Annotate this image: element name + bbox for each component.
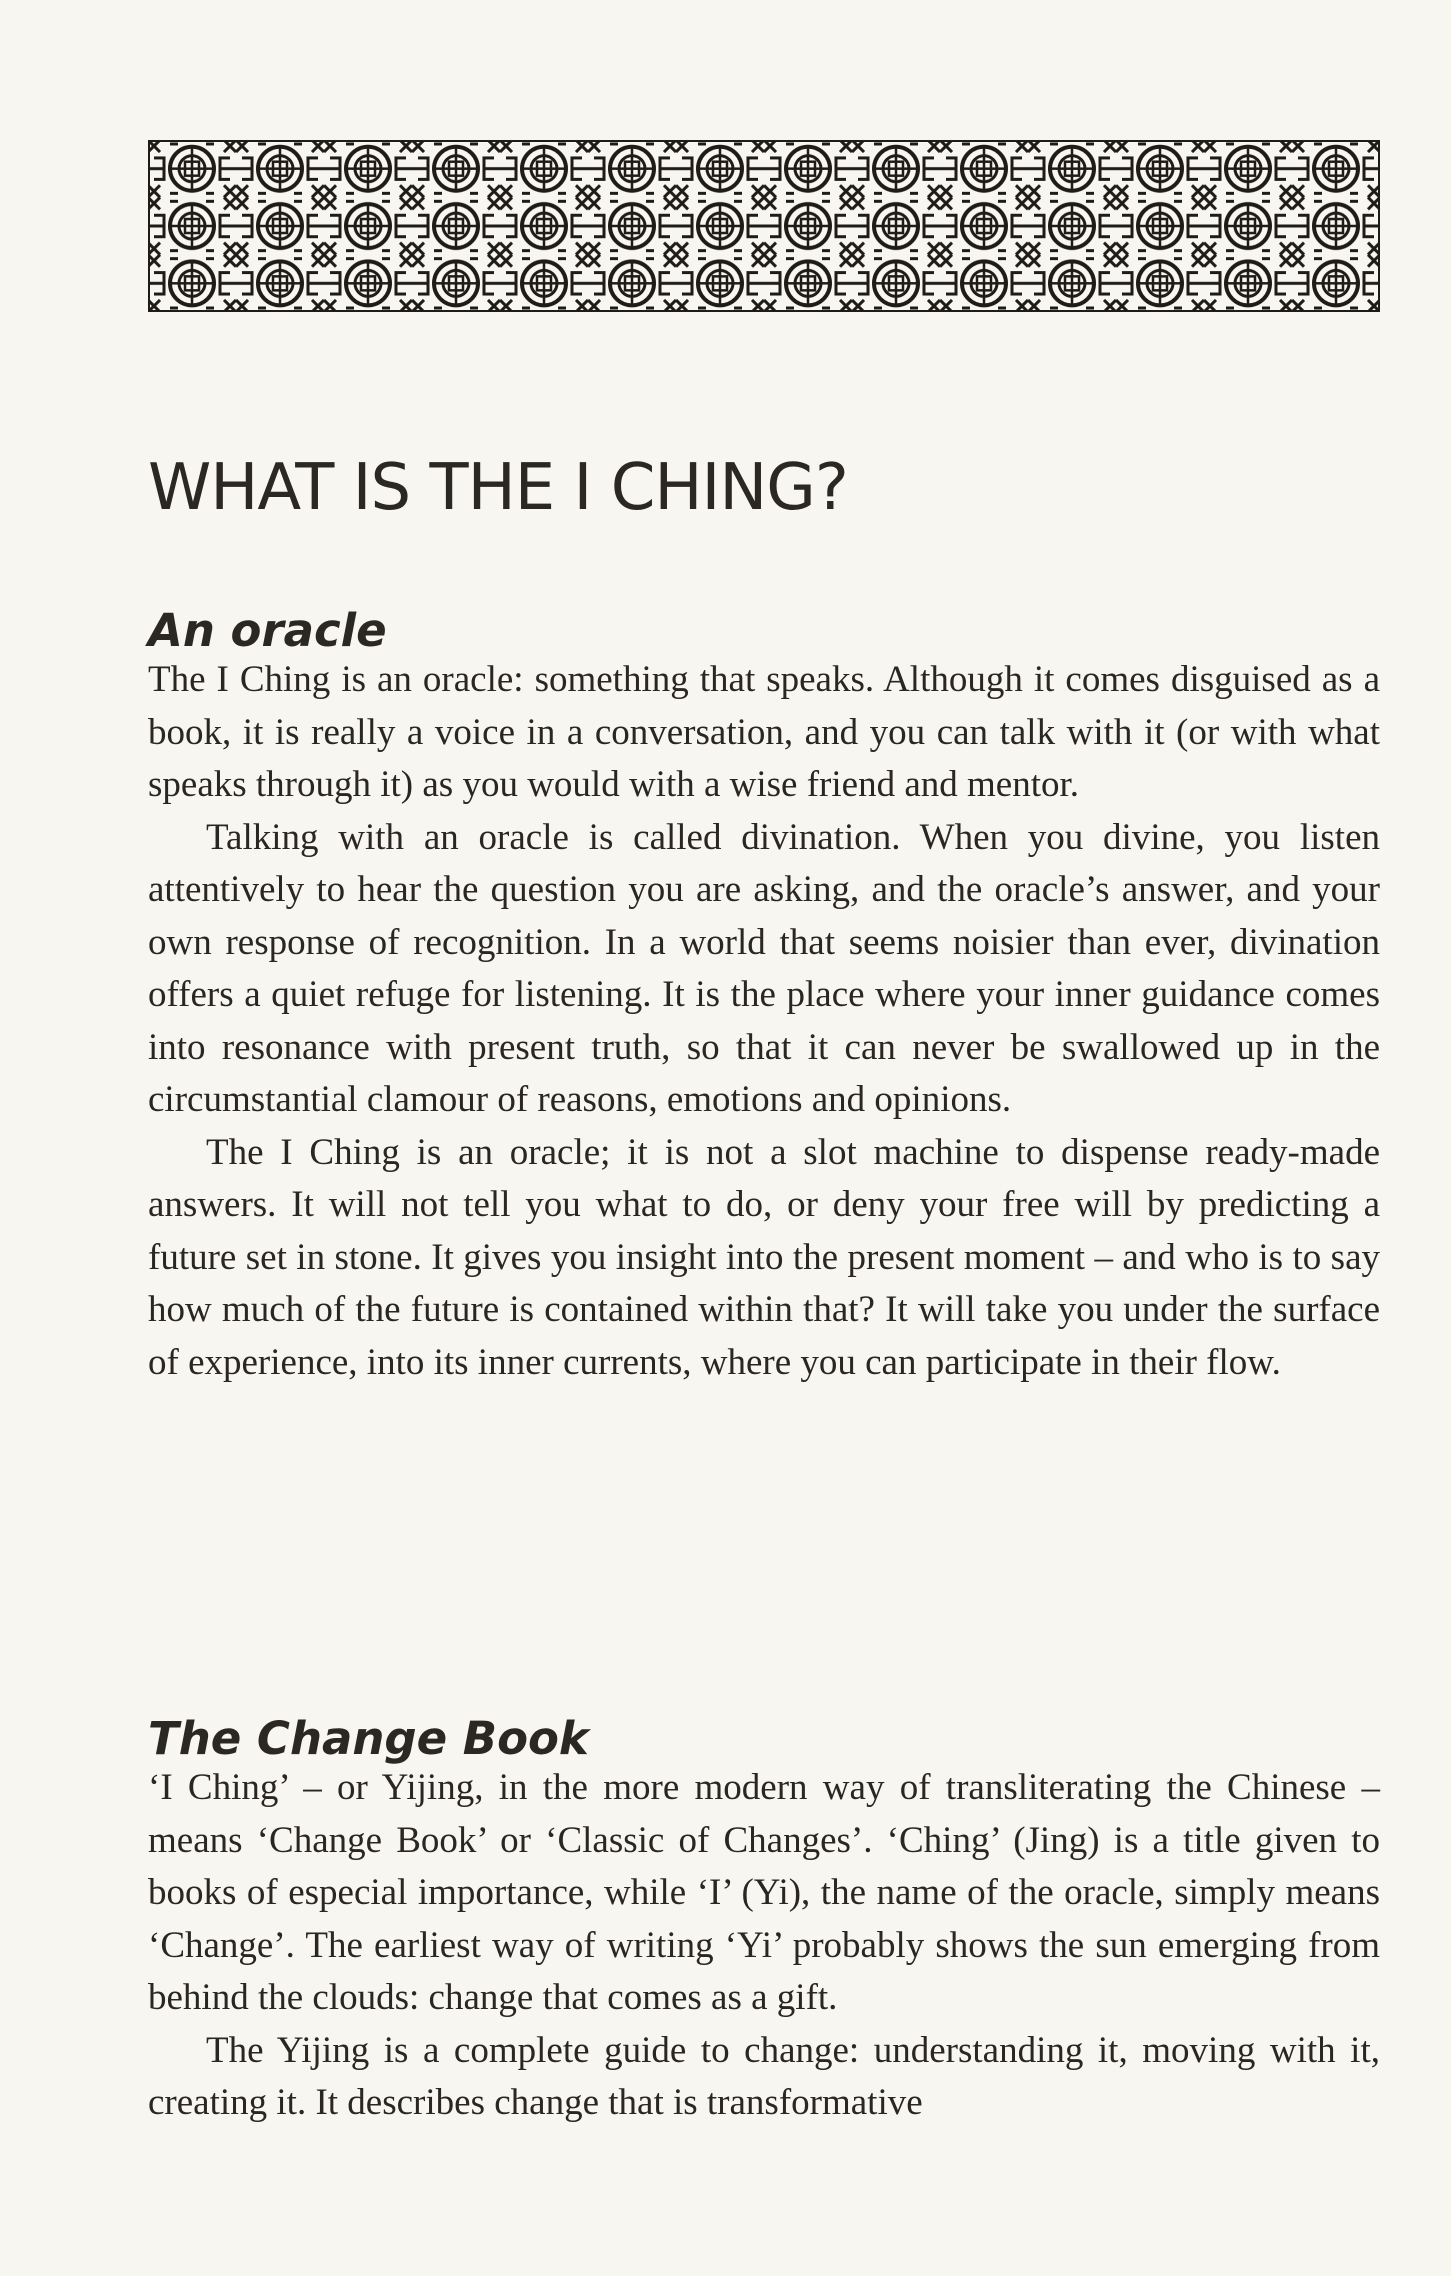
decorative-lattice-banner [148, 140, 1380, 312]
chapter-title: WHAT IS THE I CHING? [148, 451, 848, 525]
paragraph: The Yijing is a complete guide to change: understanding it, moving with it, creating it. It describes change that is transformative [148, 2029, 1380, 2123]
paragraph: ‘I Ching’ – or Yijing, in the more modern way of transliterating the Chinese – means ‘Change Book’ or ‘Classic of Changes’. ‘Ching’ (Jing) is a title given to books of especial importance, while ‘I’ (Yi), the name of the oracle, simply means ‘Change’. The earliest way of writing ‘Yi’ probably shows the sun emerging from behind the clouds: change that comes as a gift. [148, 1767, 1380, 2018]
section-heading-the-change-book: The Change Book [148, 1712, 589, 1765]
section-heading-an-oracle: An oracle [148, 604, 387, 657]
paragraph: The I Ching is an oracle; it is not a slot machine to dispense ready-made answers. It will not tell you what to do, or deny your free will by predicting a future set in stone. It gives you insight into the present moment – and who is to say how much of the future is contained within that? It will take you under the surface of experience, into its inner currents, where you can participate in their flow. [148, 1131, 1380, 1383]
paragraph: The I Ching is an oracle: something that speaks. Although it comes disguised as a book, it is really a voice in a conversation, and you can talk with it (or with what speaks through it) as you would with a wise friend and mentor. [148, 659, 1380, 805]
paragraph: Talking with an oracle is called divination. When you divine, you listen attentively to hear the question you are asking, and the oracle’s answer, and your own response of recognition. In a world that seems noisier than ever, divination offers a quiet refuge for listening. It is the place where your inner guidance comes into resonance with present truth, so that it can never be swallowed up in the circumstantial clamour of reasons, emotions and opinions. [148, 816, 1380, 1120]
section-body-an-oracle [148, 654, 1380, 1389]
section-body-the-change-book [148, 1762, 1380, 2130]
